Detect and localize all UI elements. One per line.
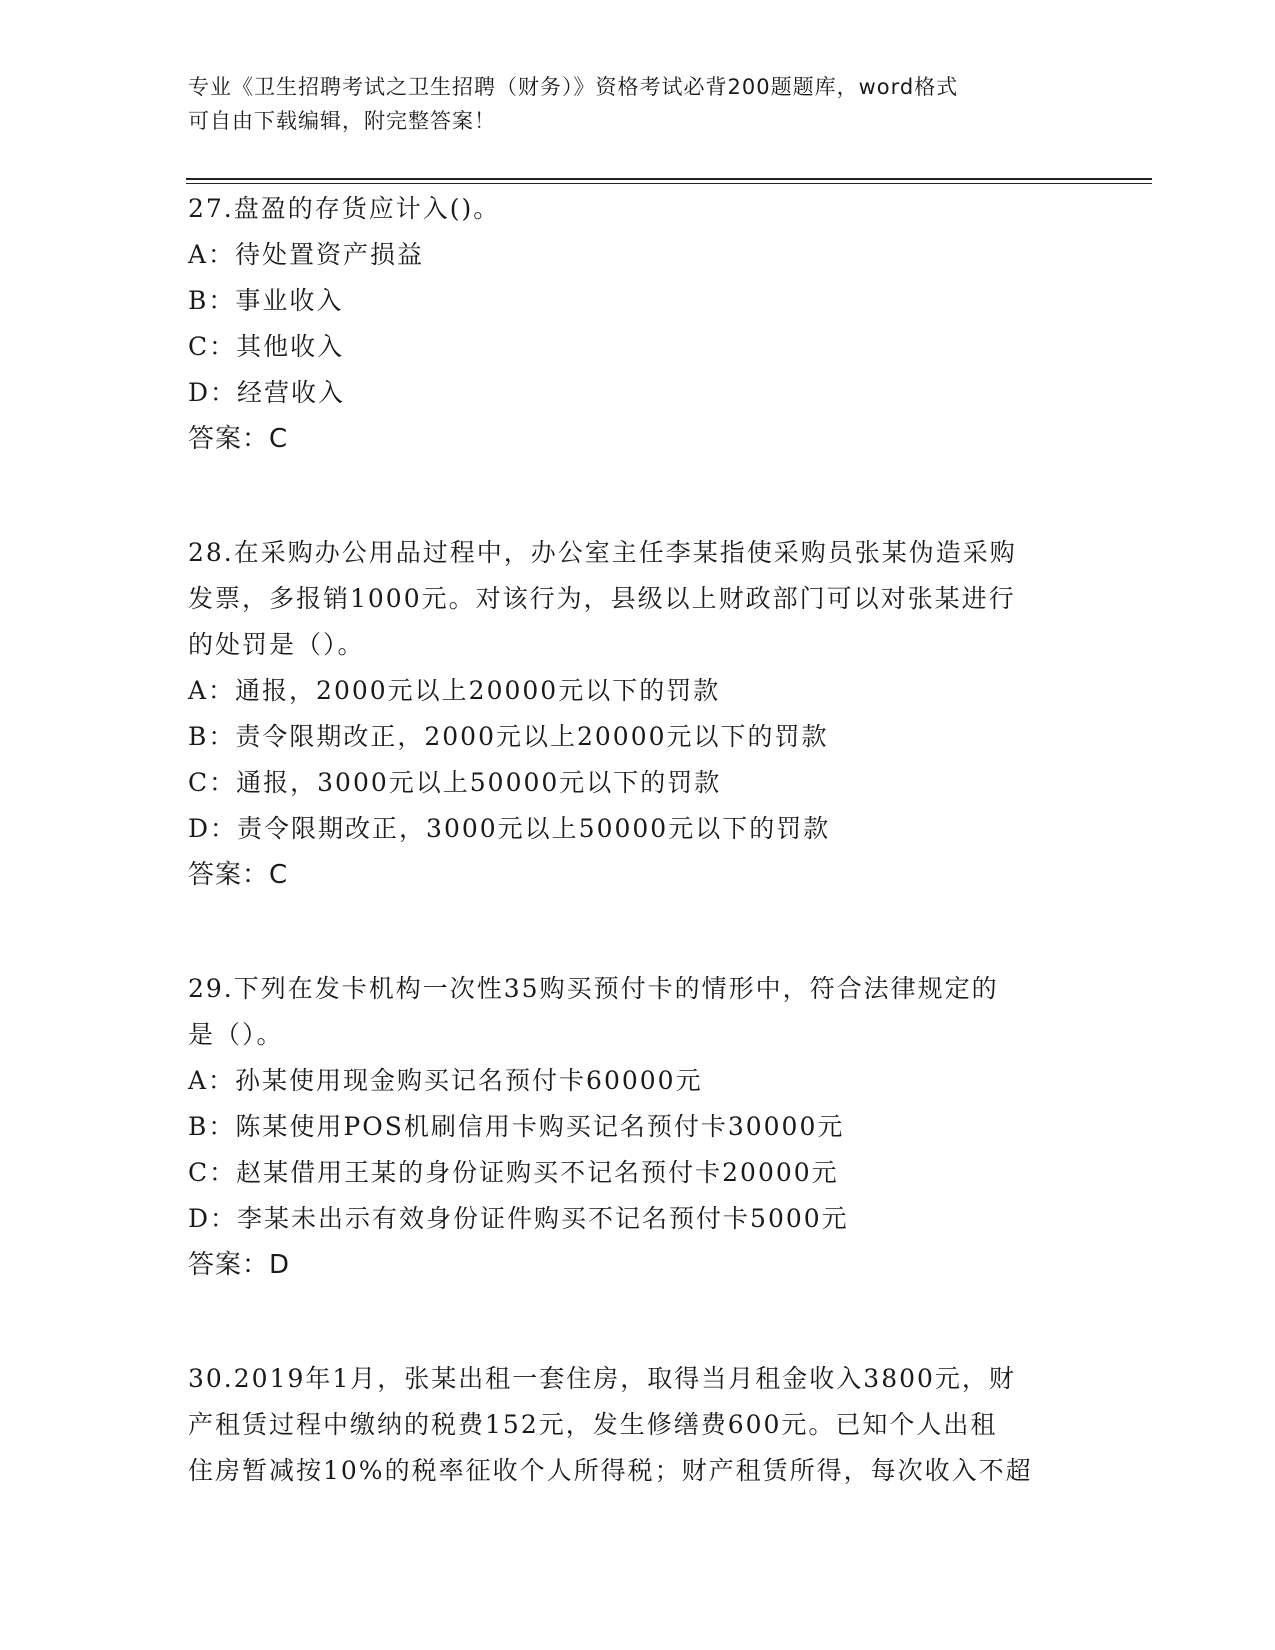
- question-stem: 是（）。: [188, 1020, 284, 1049]
- question-stem: 30.2019年1月，张某出租一套住房，取得当月租金收入3800元，财: [188, 1364, 1016, 1393]
- option-a: A：通报，2000元以上20000元以下的罚款: [188, 676, 721, 705]
- question-stem: 住房暂减按10%的税率征收个人所得税；财产租赁所得，每次收入不超: [188, 1456, 1033, 1485]
- option-b: B：事业收入: [188, 286, 344, 315]
- question-block: [188, 186, 1088, 462]
- answer-line: 答案：C: [188, 860, 289, 890]
- header-divider-thick: [186, 178, 1152, 180]
- option-a: A：孙某使用现金购买记名预付卡60000元: [188, 1066, 703, 1095]
- header-subtitle-line: 可自由下载编辑，附完整答案！: [188, 109, 496, 133]
- question-stem: 发票，多报销1000元。对该行为，县级以上财政部门可以对张某进行: [188, 584, 1016, 613]
- option-c: C：通报，3000元以上50000元以下的罚款: [188, 768, 722, 797]
- question-block: [188, 1356, 1088, 1494]
- question-stem: 产租赁过程中缴纳的税费152元，发生修缮费600元。已知个人出租: [188, 1410, 998, 1439]
- option-a: A：待处置资产损益: [188, 240, 425, 269]
- option-b: B：责令限期改正，2000元以上20000元以下的罚款: [188, 722, 829, 751]
- question-stem: 27.盘盈的存货应计入()。: [188, 194, 501, 223]
- question-stem: 28.在采购办公用品过程中，办公室主任李某指使采购员张某伪造采购: [188, 538, 1017, 567]
- answer-line: 答案：D: [188, 1250, 291, 1280]
- question-block: [188, 966, 1088, 1288]
- option-d: D：责令限期改正，3000元以上50000元以下的罚款: [188, 814, 831, 843]
- question-list: [188, 186, 1088, 1494]
- option-b: B：陈某使用POS机刷信用卡购买记名预付卡30000元: [188, 1112, 845, 1141]
- option-c: C：其他收入: [188, 332, 345, 361]
- question-stem: 29.下列在发卡机构一次性35购买预付卡的情形中，符合法律规定的: [188, 974, 999, 1003]
- option-c: C：赵某借用王某的身份证购买不记名预付卡20000元: [188, 1158, 839, 1187]
- question-block: [188, 530, 1088, 898]
- header-title-line: 专业《卫生招聘考试之卫生招聘（财务）》资格考试必背200题题库，word格式: [188, 75, 959, 99]
- answer-line: 答案：C: [188, 424, 289, 454]
- question-stem: 的处罚是（）。: [188, 630, 365, 659]
- option-d: D：李某未出示有效身份证件购买不记名预付卡5000元: [188, 1204, 849, 1233]
- document-header: [188, 70, 1088, 138]
- option-d: D：经营收入: [188, 378, 346, 407]
- header-divider-thin: [186, 183, 1152, 184]
